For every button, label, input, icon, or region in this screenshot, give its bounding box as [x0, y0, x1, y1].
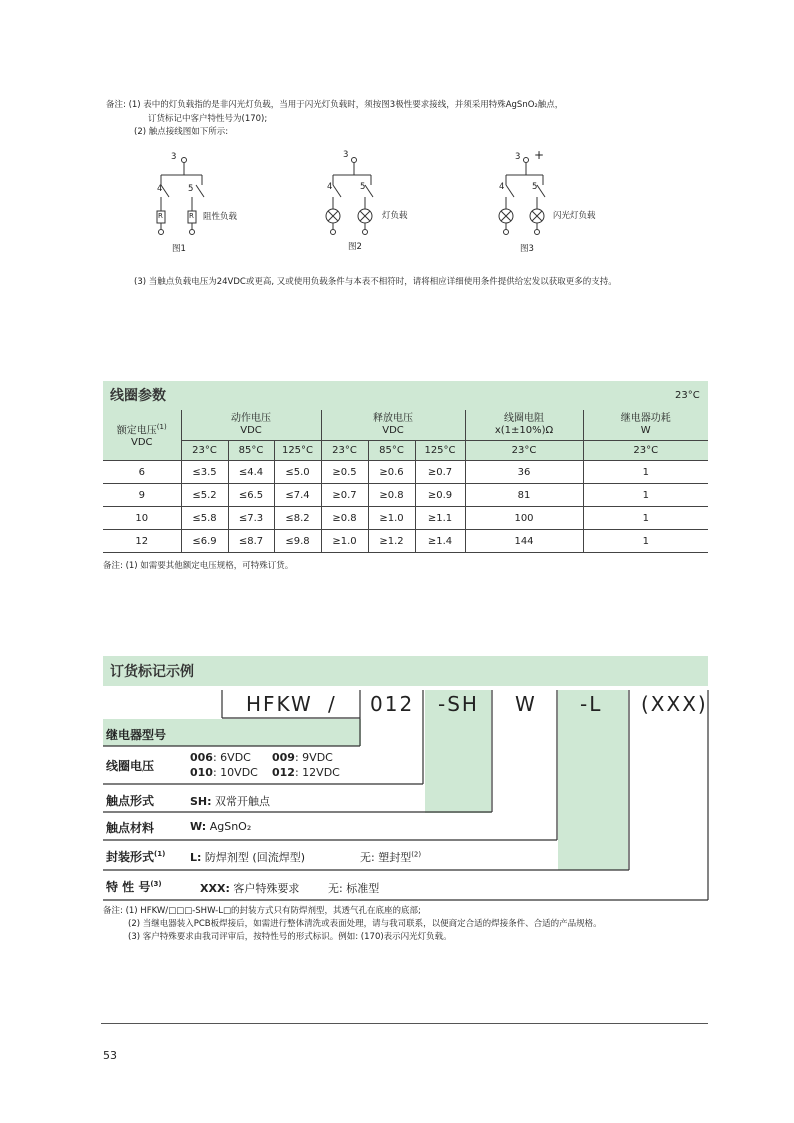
fig2-caption: 图2 — [348, 242, 362, 252]
code-hfkw: HFKW — [246, 692, 313, 716]
table-cell: ≥1.4 — [415, 530, 465, 553]
table-cell: ≥1.2 — [368, 530, 415, 553]
fig1-resistor-r1: R — [158, 212, 163, 220]
coil-note: 备注: (1) 如需要其他额定电压规格，可特殊订货。 — [103, 561, 294, 571]
order-note-3: (3) 客户特殊要求由我司评审后，按特性号的形式标识。例如: (170)表示闪光灯负载。 — [128, 932, 452, 942]
contact-form-value: SH: 双常开触点 — [190, 795, 271, 808]
table-cell: ≥0.5 — [321, 461, 368, 484]
special-code-alt-value: 无: 标准型 — [328, 882, 380, 895]
table-cell: ≤6.5 — [228, 484, 274, 507]
code-material: W — [515, 692, 537, 716]
table-cell: 144 — [465, 530, 583, 553]
note-line-3: (2) 触点接线图如下所示: — [134, 127, 229, 137]
label-contact-material: 触点材料 — [106, 821, 155, 835]
table-cell: 6 — [103, 461, 181, 484]
package-value: L: 防焊剂型 (回流焊型) — [190, 851, 305, 864]
code-package: -L — [580, 692, 603, 716]
header-coil-resistance: 线圈电阻 x(1±10%)Ω — [465, 410, 583, 441]
order-note-2: (2) 当继电器装入PCB板焊接后，如需进行整体清洗或表面处理，请与我司联系，以便商定合适的焊接条件、合适的产品规格。 — [128, 919, 602, 929]
table-cell: ≤8.7 — [228, 530, 274, 553]
page-number: 53 — [103, 1049, 117, 1062]
fig1-load-label: 阻性负载 — [203, 212, 238, 222]
table-cell: ≤9.8 — [274, 530, 321, 553]
coil-section-title: 线圈参数 — [110, 388, 166, 404]
table-cell: ≤6.9 — [181, 530, 228, 553]
table-cell: 12 — [103, 530, 181, 553]
table-cell: 1 — [583, 530, 708, 553]
subheader-cell: 23°C — [181, 441, 228, 461]
fig1-resistor-r2: R — [189, 212, 194, 220]
table-cell: 100 — [465, 507, 583, 530]
table-cell: ≥1.0 — [321, 530, 368, 553]
fig3-plus-sign: + — [534, 148, 545, 162]
footer-divider — [101, 1023, 708, 1024]
code-voltage: 012 — [370, 692, 415, 716]
table-cell: ≥0.8 — [368, 484, 415, 507]
note-line-1: 备注: (1) 表中的灯负载指的是非闪光灯负载，当用于闪光灯负载时，须按图3极性要求接线，并须采用特殊AgSnO₂触点， — [106, 100, 564, 110]
fig2-load-label: 灯负载 — [382, 211, 408, 221]
table-cell: ≥0.6 — [368, 461, 415, 484]
subheader-cell: 125°C — [415, 441, 465, 461]
note-line-2: 订货标记中客户特性号为(170); — [148, 114, 268, 124]
fig3-node5: 5 — [532, 182, 538, 192]
fig3-node4: 4 — [499, 182, 505, 192]
package-alt-value: 无: 塑封型$^{(2)}$ — [360, 850, 422, 864]
table-cell: 1 — [583, 484, 708, 507]
fig2-node5: 5 — [360, 182, 366, 192]
table-cell: 1 — [583, 461, 708, 484]
fig1-node5: 5 — [188, 184, 194, 194]
special-code-value: XXX: 客户特殊要求 — [200, 882, 300, 895]
fig2-node3: 3 — [343, 150, 349, 160]
fig2-node4: 4 — [327, 182, 333, 192]
coil-section-temp: 23°C — [675, 390, 700, 401]
table-cell: ≤7.3 — [228, 507, 274, 530]
table-cell: 81 — [465, 484, 583, 507]
label-contact-form: 触点形式 — [106, 794, 155, 808]
fig1-node3: 3 — [171, 152, 177, 162]
header-release-voltage: 释放电压 VDC — [321, 410, 465, 441]
table-cell: ≥0.9 — [415, 484, 465, 507]
fig1-node4: 4 — [157, 184, 163, 194]
table-cell: 36 — [465, 461, 583, 484]
contact-material-value: W: AgSnO₂ — [190, 820, 252, 833]
fig1-caption: 图1 — [172, 244, 186, 254]
label-relay-model: 继电器型号 — [106, 728, 167, 742]
label-package: 封装形式$^{(1)}$ — [106, 850, 166, 864]
table-cell: ≥0.8 — [321, 507, 368, 530]
header-pickup-voltage: 动作电压 VDC — [181, 410, 321, 441]
coil-voltage-option-010: 010: 10VDC — [190, 766, 258, 779]
coil-voltage-option-012: 012: 12VDC — [272, 766, 340, 779]
table-cell: ≤5.8 — [181, 507, 228, 530]
table-cell: ≥0.7 — [321, 484, 368, 507]
subheader-cell: 125°C — [274, 441, 321, 461]
fig3-node3: 3 — [515, 152, 521, 162]
table-cell: ≤5.2 — [181, 484, 228, 507]
subheader-cell: 85°C — [368, 441, 415, 461]
table-cell: ≤3.5 — [181, 461, 228, 484]
table-cell: ≥0.7 — [415, 461, 465, 484]
fig3-caption: 图3 — [520, 244, 534, 254]
header-power: 继电器功耗 W — [583, 410, 708, 441]
coil-voltage-option-009: 009: 9VDC — [272, 751, 333, 764]
order-note-1: 备注: (1) HFKW/□□□-SHW-L□的封装方式只有防焊剂型，其透气孔在底座的底部; — [103, 906, 421, 916]
label-special-code: 特 性 号$^{(3)}$ — [106, 880, 162, 894]
subheader-cell: 23°C — [465, 441, 583, 461]
code-slash: / — [328, 692, 337, 716]
code-contact-form: -SH — [438, 692, 479, 716]
label-coil-voltage: 线圈电压 — [106, 759, 155, 773]
table-cell: ≤5.0 — [274, 461, 321, 484]
subheader-cell: 85°C — [228, 441, 274, 461]
note-line-4: (3) 当触点负载电压为24VDC或更高, 又或使用负载条件与本表不相符时，请将相应详细使用条件提供给宏发以获取更多的支持。 — [134, 277, 617, 287]
header-rated-voltage: 额定电压$^{(1)}$ VDC — [103, 410, 181, 461]
table-cell: 1 — [583, 507, 708, 530]
table-cell: ≥1.0 — [368, 507, 415, 530]
subheader-cell: 23°C — [321, 441, 368, 461]
order-section-title: 订货标记示例 — [110, 664, 194, 680]
subheader-cell: 23°C — [583, 441, 708, 461]
table-cell: 10 — [103, 507, 181, 530]
table-cell: ≤7.4 — [274, 484, 321, 507]
table-cell: ≥1.1 — [415, 507, 465, 530]
table-cell: ≤4.4 — [228, 461, 274, 484]
table-cell: ≤8.2 — [274, 507, 321, 530]
coil-voltage-option-006: 006: 6VDC — [190, 751, 251, 764]
code-special: (XXX) — [641, 692, 708, 716]
table-cell: 9 — [103, 484, 181, 507]
fig3-load-label: 闪光灯负载 — [553, 211, 596, 221]
